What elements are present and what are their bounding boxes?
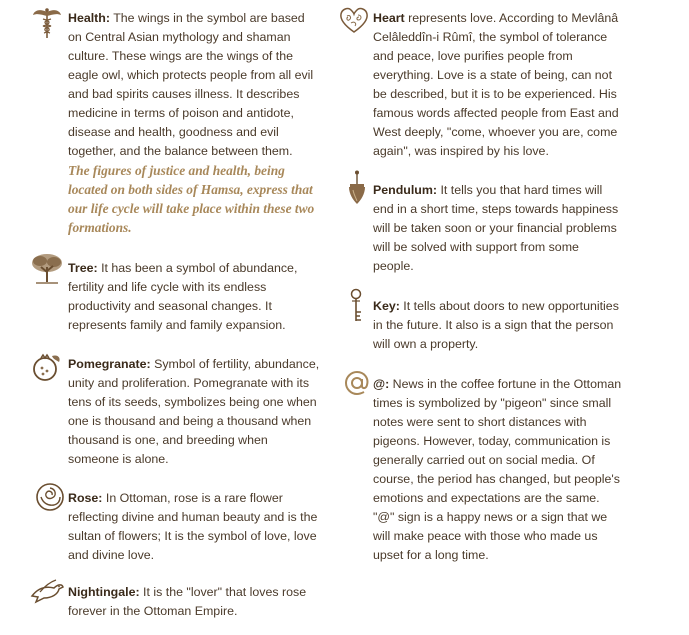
pomegranate-icon bbox=[30, 350, 64, 384]
heart-line: Celâleddîn-i Rûmî, the symbol of tolerance bbox=[373, 30, 608, 44]
pendulum-line: will be taken soon or your financial problems bbox=[373, 221, 617, 235]
rose-line: In Ottoman, rose is a rare flower bbox=[102, 491, 283, 505]
tree-icon bbox=[28, 250, 66, 288]
tree-line: productivity and seasonal changes. It bbox=[68, 299, 272, 313]
nightingale-line: forever in the Ottoman Empire. bbox=[68, 604, 238, 618]
health-line: The wings in the symbol are based bbox=[110, 11, 305, 25]
heart-line: be described, but it is to be experienced. His bbox=[373, 87, 617, 101]
health-line: and bad spirits causes illness. It describes bbox=[68, 87, 300, 101]
tree-line: represents family and family expansion. bbox=[68, 318, 286, 332]
at-sign-line: times is symbolized by "pigeon" since small bbox=[373, 396, 612, 410]
key-icon bbox=[346, 288, 366, 324]
at-sign-title: @: bbox=[373, 377, 390, 391]
key-line: will own a property. bbox=[373, 337, 479, 351]
health-line: eagle owl, which protects people from all evil bbox=[68, 68, 314, 82]
health-line: together, and the balance between them. bbox=[68, 144, 293, 158]
heart-line: represents love. According to Mevlânâ bbox=[404, 11, 619, 25]
rose-line: sultan of flowers; It is the symbol of love, love bbox=[68, 529, 317, 543]
at-sign-line: emotions and expectations are the same. bbox=[373, 491, 600, 505]
nightingale-title: Nightingale: bbox=[68, 585, 140, 599]
heart-line: and peace, love purifies people from bbox=[373, 49, 573, 63]
pomegranate-line: tens of its seeds, symbolizes being one when bbox=[68, 395, 317, 409]
health-line: culture. These wings are the wings of the bbox=[68, 49, 293, 63]
pendulum-icon bbox=[344, 170, 370, 206]
at-sign-line: "@" sign is a happy news or a sign that we bbox=[373, 510, 608, 524]
nightingale-line: It is the "lover" that loves rose bbox=[139, 585, 307, 599]
rose-line: reflecting divine and human beauty and is the bbox=[68, 510, 318, 524]
key-line: in the future. It also is a sign that the person bbox=[373, 318, 614, 332]
key-title: Key: bbox=[373, 299, 400, 313]
rose-title: Rose: bbox=[68, 491, 103, 505]
health-title: Health: bbox=[68, 11, 110, 25]
rose-icon bbox=[34, 481, 66, 513]
pomegranate-line: unity and proliferation. Pomegranate with its bbox=[68, 376, 310, 390]
pendulum-line: people. bbox=[373, 259, 414, 273]
heart-line: everything. Love is a state of being, can not bbox=[373, 68, 613, 82]
heart-line: West deeply, "come, whoever you are, come bbox=[373, 125, 618, 139]
health-quote: our life cycle will take place within these two bbox=[68, 201, 315, 216]
heart-line: again", was inspired by his love. bbox=[373, 144, 549, 158]
pomegranate-title: Pomegranate: bbox=[68, 357, 151, 371]
rose-line: and divine love. bbox=[68, 548, 155, 562]
at-sign-icon bbox=[344, 370, 370, 396]
key-line: It tells about doors to new opportunities bbox=[399, 299, 619, 313]
health-line: medicine in terms of poison and antidote, bbox=[68, 106, 294, 120]
pendulum-line: end in a short time, steps towards happiness bbox=[373, 202, 619, 216]
health-quote: located on both sides of Hamsa, express that bbox=[68, 182, 313, 197]
at-sign-line: upset for a long time. bbox=[373, 548, 489, 562]
health-quote: The figures of justice and health, being bbox=[68, 163, 285, 178]
pomegranate-line: thousand is one, and breeding when bbox=[68, 433, 268, 447]
pendulum-title: Pendulum: bbox=[373, 183, 438, 197]
health-quote: formations. bbox=[68, 220, 132, 235]
tree-title: Tree: bbox=[68, 261, 98, 275]
pomegranate-line: Symbol of fertility, abundance, bbox=[150, 357, 320, 371]
heart-icon bbox=[338, 6, 370, 34]
pendulum-line: will be solved with support from some bbox=[373, 240, 579, 254]
at-sign-line: generally carried out on social media. Of bbox=[373, 453, 595, 467]
at-sign-line: notes were sent to short distances with bbox=[373, 415, 587, 429]
at-sign-line: course, the period has changed, but people's bbox=[373, 472, 620, 486]
pomegranate-line: someone is alone. bbox=[68, 452, 169, 466]
tree-line: fertility and life cycle with its endless bbox=[68, 280, 267, 294]
heart-title: Heart bbox=[373, 11, 405, 25]
at-sign-line: News in the coffee fortune in the Ottoman bbox=[389, 377, 622, 391]
nightingale-icon bbox=[28, 574, 66, 606]
pomegranate-line: one is thousand and being a thousand when bbox=[68, 414, 312, 428]
at-sign-line: pigeons. However, today, communication is bbox=[373, 434, 611, 448]
pendulum-line: It tells you that hard times will bbox=[437, 183, 603, 197]
health-line: on Central Asian mythology and shaman bbox=[68, 30, 291, 44]
at-sign-line: will make peace with those who made us bbox=[373, 529, 598, 543]
tree-line: It has been a symbol of abundance, bbox=[97, 261, 298, 275]
health-line: disease and health, goodness and evil bbox=[68, 125, 279, 139]
caduceus-wings-icon bbox=[30, 6, 64, 40]
heart-line: famous words affected people from East and bbox=[373, 106, 619, 120]
